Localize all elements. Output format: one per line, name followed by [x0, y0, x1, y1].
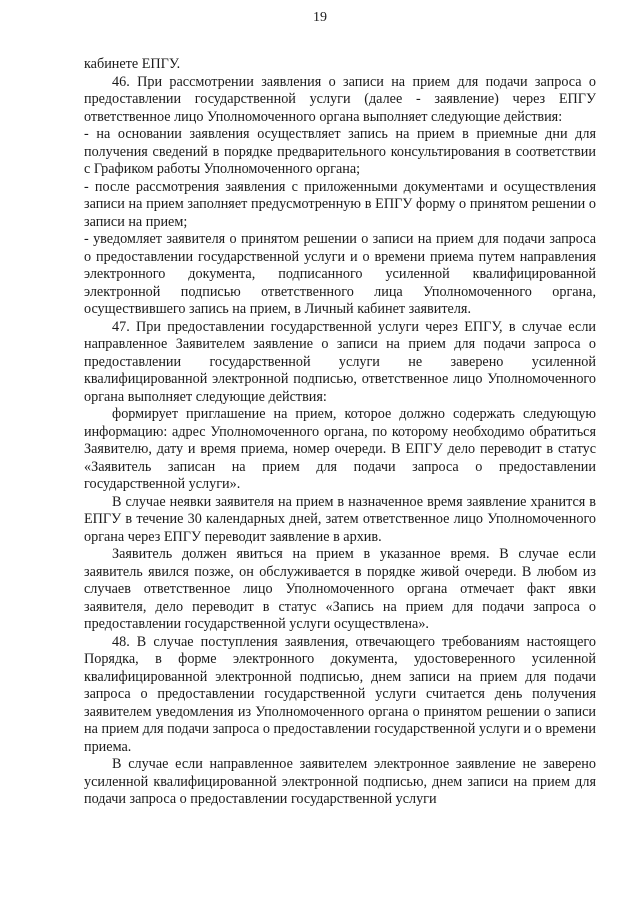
list-item-notify: - уведомляет заявителя о принятом решении о записи на прием для подачи запроса о предоставлении государственной услуги и о времени приема путем направления электронного документа, подписанного усиленной квалифицированной электронной подписью ответственного лица Уполномоченного органа, осуществившего запись на прием, в Личный кабинет заявителя.	[84, 231, 596, 317]
list-item-fill-form: - после рассмотрения заявления с приложенными документами и осуществления записи на прием заполняет предусмотренную в ЕПГУ форму о принятом решении о записи на прием;	[84, 178, 596, 230]
paragraph-unsigned: В случае если направленное заявителем электронное заявление не заверено усиленной квалифицированной электронной подписью, днем записи на прием для подачи запроса о предоставлении государственной услуги	[84, 756, 596, 807]
paragraph-arrival: Заявитель должен явиться на прием в указанное время. В случае если заявитель явился позже, он обслуживается в порядке живой очереди. В любом из случаев ответственное лицо Уполномоченного органа отмечает факт явки заявителя, дело переводит в статус «Запись на прием для подачи запроса о предоставлении государственной услуги осуществлена».	[84, 546, 596, 632]
paragraph-continuation: кабинете ЕПГУ.	[84, 56, 181, 72]
paragraph-48: 48. В случае поступления заявления, отвечающего требованиям настоящего Порядка, в форме электронного документа, удостоверенного усиленной квалифицированной электронной подписью, днем записи на прием для подачи запроса о предоставлении государственной услуги считается день получения заявителем уведомления из Уполномоченного органа о принятом решении о записи на прием для подачи запроса о предоставлении государственной услуги и о времени приема.	[84, 633, 596, 755]
document-body	[84, 56, 596, 809]
list-item-appointment: - на основании заявления осуществляет запись на прием в приемные дни для получения сведений в порядке предварительного консультирования в соответствии с Графиком работы Уполномоченного органа;	[84, 126, 596, 177]
paragraph-no-show: В случае неявки заявителя на прием в назначенное время заявление хранится в ЕПГУ в течение 30 календарных дней, затем ответственное лицо Уполномоченного органа через ЕПГУ переводит заявление в архив.	[84, 493, 596, 545]
paragraph-46: 46. При рассмотрении заявления о записи на прием для подачи запроса о предоставлении государственной услуги (далее - заявление) через ЕПГУ ответственное лицо Уполномоченного органа выполняет следующие действия:	[84, 73, 596, 125]
page-number: 19	[313, 10, 327, 25]
paragraph-invitation: формирует приглашение на прием, которое должно содержать следующую информацию: адрес Уполномоченного органа, по которому необходимо обратиться Заявителю, дату и время приема, номер очереди. В ЕПГУ дело переводит в статус «Заявитель записан на прием для подачи запроса о предоставлении государственной услуги».	[84, 406, 596, 492]
paragraph-47: 47. При предоставлении государственной услуги через ЕПГУ, в случае если направленное Заявителем заявление о записи на прием для подачи запроса о предоставлении государственной услуги не заверено усиленной квалифицированной электронной подписью, ответственное лицо Уполномоченного органа выполняет следующие действия:	[84, 318, 596, 405]
